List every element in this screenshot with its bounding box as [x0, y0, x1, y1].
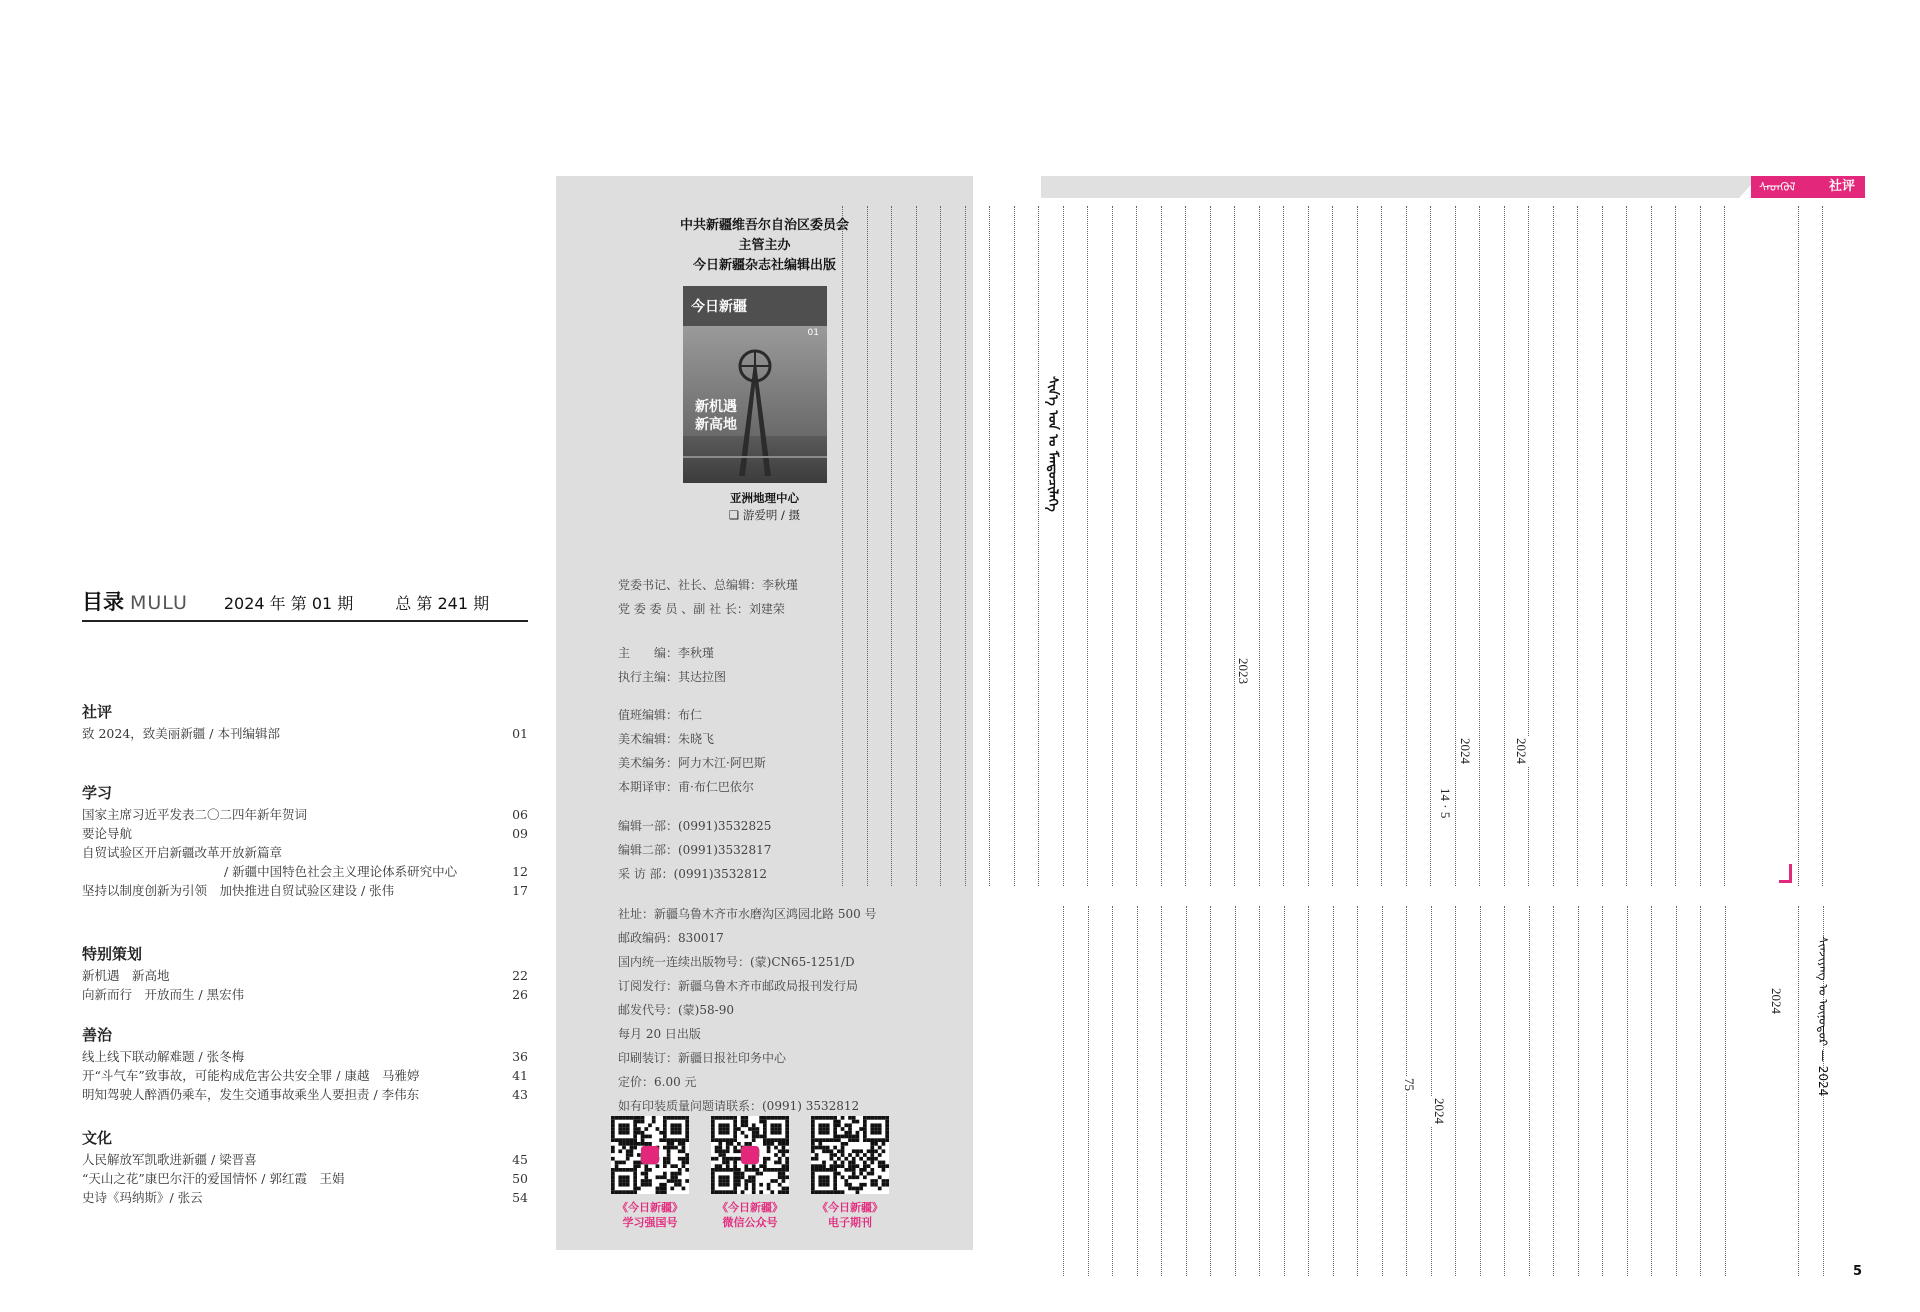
- text-column: [1112, 906, 1116, 1276]
- entry-page: 26: [512, 987, 528, 1002]
- staff-line: 执行主编：其达拉图: [618, 670, 727, 684]
- text-column: [1725, 906, 1729, 1276]
- section-title: 善治: [82, 1026, 113, 1044]
- entry-page: 12: [512, 864, 528, 879]
- text-column: [1602, 206, 1606, 886]
- section-title: 学习: [82, 784, 113, 802]
- entry-title: 人民解放军凯歌进新疆 / 梁晋喜: [82, 1152, 257, 1167]
- entry-title: “天山之花”康巴尔汗的爱国情怀 / 郭红霞 王娟: [82, 1171, 345, 1186]
- cover-photo-credit: ❑ 游爱明 / 摄: [728, 508, 801, 522]
- staff-line: 党 委 委 员 、副 社 长：刘建荣: [618, 602, 785, 616]
- text-column: [1578, 906, 1582, 1276]
- staff-line: 值班编辑：布仁: [618, 708, 703, 722]
- text-column: [1602, 906, 1606, 1276]
- toc-section-special: [82, 942, 528, 1004]
- qr-xuexi[interactable]: [600, 1116, 700, 1230]
- text-column: [1626, 206, 1630, 886]
- text-column: [1480, 906, 1484, 1276]
- staff-editors: [618, 641, 726, 689]
- entry-title: 要论导航: [82, 826, 133, 841]
- toc-header: [82, 586, 528, 618]
- publication-info: [618, 902, 877, 1118]
- year-mark: 2023: [1236, 658, 1251, 684]
- toc-entry[interactable]: [82, 966, 528, 985]
- text-column: [1700, 906, 1704, 1276]
- info-line: 印刷装订：新疆日报社印务中心: [618, 1051, 787, 1065]
- mongolian-tag-glyph: ᠰᠡᠳᠬᠦᠯ: [1759, 180, 1796, 194]
- total-issue-number: 总 第 241 期: [395, 594, 490, 613]
- entry-title: 开“斗气车”致事故，可能构成危害公共安全罪 / 康越 马雅婷: [82, 1068, 420, 1083]
- qr-code-icon: [811, 1116, 889, 1194]
- text-column: [1675, 206, 1679, 886]
- text-column: [1283, 206, 1287, 886]
- toc-entry[interactable]: [82, 1188, 528, 1207]
- qr-code-icon: [611, 1116, 689, 1194]
- text-column: [1357, 206, 1361, 886]
- entry-page: 09: [512, 826, 528, 841]
- text-column: [1137, 906, 1141, 1276]
- qr-wechat[interactable]: [700, 1116, 800, 1230]
- info-line: 定价：6.00 元: [618, 1075, 697, 1089]
- phone-line: 编辑二部：(0991)3532817: [618, 843, 772, 857]
- toc-title: 目录: [82, 590, 124, 614]
- text-column: [1259, 206, 1263, 886]
- staff-line: 党委书记、社长、总编辑：李秋瑾: [618, 578, 799, 592]
- qr-label: 《今日新疆》: [717, 1201, 783, 1214]
- text-column: [1724, 206, 1728, 886]
- text-column: [1430, 206, 1434, 886]
- publisher-block: [556, 216, 973, 276]
- section-title: 社评: [82, 703, 113, 721]
- text-column: [1210, 206, 1214, 886]
- publisher-line: 今日新疆杂志社编辑出版: [692, 258, 836, 273]
- year-mark: 2024: [1514, 738, 1529, 764]
- text-column: [1357, 906, 1361, 1276]
- cover-issue-number: 01: [807, 328, 819, 338]
- toc-entry[interactable]: [82, 881, 528, 900]
- table-of-contents: [82, 586, 528, 1205]
- text-column: [891, 206, 895, 886]
- text-column: [1284, 906, 1288, 1276]
- text-column: [989, 206, 993, 886]
- toc-entry[interactable]: [82, 805, 528, 824]
- cover-image[interactable]: [683, 286, 827, 483]
- text-column: [1063, 206, 1067, 886]
- cover-headline: [695, 398, 737, 434]
- entry-page: 41: [512, 1068, 528, 1083]
- text-column: [1406, 206, 1410, 886]
- qr-label: 学习强国号: [622, 1216, 678, 1229]
- info-line: 国内统一连续出版物号：(蒙)CN65-1251/D: [618, 955, 855, 969]
- text-column: [916, 206, 920, 886]
- qr-label: 《今日新疆》: [617, 1201, 683, 1214]
- text-column: [1185, 206, 1189, 886]
- toc-section-governance: [82, 1023, 528, 1104]
- contact-phones: [618, 814, 771, 886]
- text-column: [1014, 206, 1018, 886]
- issue-number: 2024 年 第 01 期: [223, 594, 354, 613]
- info-line: 每月 20 日出版: [618, 1027, 701, 1041]
- entry-title: 史诗《玛纳斯》/ 张云: [82, 1190, 203, 1205]
- entry-page: 06: [512, 807, 528, 822]
- mongolian-editorial-page: [1041, 176, 1856, 1296]
- entry-title: 自贸试验区开启新疆改革开放新篇章: [82, 845, 283, 860]
- text-column: [1553, 906, 1557, 1276]
- header-bar: [1041, 176, 1739, 198]
- entry-page: 45: [512, 1152, 528, 1167]
- toc-entry[interactable]: [82, 1085, 528, 1104]
- entry-title: 国家主席习近平发表二〇二四年新年贺词: [82, 807, 308, 822]
- toc-entry[interactable]: [82, 1047, 528, 1066]
- text-column: [1161, 206, 1165, 886]
- year-mark: 2024: [1769, 988, 1784, 1014]
- toc-entry[interactable]: [82, 1066, 528, 1085]
- entry-title: 向新而行 开放而生 / 黑宏伟: [82, 987, 245, 1002]
- text-column: [1210, 906, 1214, 1276]
- text-column: [1651, 906, 1655, 1276]
- year-mark: 2024: [1432, 1098, 1447, 1124]
- toc-divider: [82, 620, 528, 622]
- text-column: [1700, 206, 1704, 886]
- text-column: [1676, 906, 1680, 1276]
- text-column: [842, 206, 846, 886]
- toc-entry-continuation[interactable]: [82, 862, 528, 881]
- entry-title: / 新疆中国特色社会主义理论体系研究中心: [224, 864, 458, 879]
- info-line: 订阅发行：新疆乌鲁木齐市邮政局报刊发行局: [618, 979, 859, 993]
- section-tag: [1751, 176, 1865, 198]
- publisher-line: 主管主办: [738, 238, 791, 253]
- text-column: [1382, 906, 1386, 1276]
- text-column: [867, 206, 871, 886]
- text-column: [1798, 906, 1802, 1276]
- text-column: [1235, 906, 1239, 1276]
- text-column: [940, 206, 944, 886]
- qr-ejournal[interactable]: [800, 1116, 900, 1230]
- entry-page: 43: [512, 1087, 528, 1102]
- text-column: [1455, 206, 1459, 886]
- qr-code-icon: [711, 1116, 789, 1194]
- text-column: [1038, 206, 1042, 886]
- phone-line: 采 访 部：(0991)3532812: [618, 867, 767, 881]
- masthead-panel: [556, 176, 973, 1250]
- page-number: 5: [1853, 1264, 1863, 1279]
- text-column: [1112, 206, 1116, 886]
- subtitle: ᠰᠢᠨ᠎ᠡ ᠣᠨ ᠤ ᠮᠡᠨᠳᠦᠴᠢᠯᠡᠭᠡ: [1045, 376, 1060, 512]
- text-column: [1308, 906, 1312, 1276]
- entry-title: 新机遇 新高地: [82, 968, 170, 983]
- plan-number: 14 · 5: [1438, 788, 1453, 819]
- text-column: [1087, 206, 1091, 886]
- drop-mark: [1779, 864, 1792, 883]
- info-line: 如有印装质量问题请联系：(0991) 3532812: [618, 1099, 860, 1113]
- text-column: [1822, 206, 1826, 886]
- cover-title: 今日新疆: [691, 299, 747, 315]
- text-column: [965, 206, 969, 886]
- entry-title: 坚持以制度创新为引领 加快推进自贸试验区建设 / 张伟: [82, 883, 395, 898]
- info-line: 邮政编码：830017: [618, 931, 724, 945]
- text-column: [1333, 906, 1337, 1276]
- toc-title-en: MULU: [130, 592, 188, 614]
- toc-section-study: [82, 781, 528, 900]
- entry-page: 50: [512, 1171, 528, 1186]
- text-column: [1479, 206, 1483, 886]
- toc-entry[interactable]: [82, 824, 528, 843]
- text-column: [1577, 206, 1581, 886]
- text-column: [1136, 206, 1140, 886]
- text-column: [1186, 906, 1190, 1276]
- staff-line: 本期译审：甫·布仁巴依尔: [618, 780, 754, 794]
- year-mark: 2024: [1458, 738, 1473, 764]
- text-column: [1455, 906, 1459, 1276]
- toc-entry[interactable]: [82, 1150, 528, 1169]
- text-column: [1528, 206, 1532, 886]
- entry-title: 线上线下联动解难题 / 张冬梅: [82, 1049, 245, 1064]
- staff-line: 美术编辑：朱晓飞: [618, 732, 715, 746]
- qr-label: 《今日新疆》: [817, 1201, 883, 1214]
- publisher-line: 中共新疆维吾尔自治区委员会: [679, 218, 849, 233]
- text-column: [1504, 906, 1508, 1276]
- text-column: [1088, 906, 1092, 1276]
- toc-entry[interactable]: [82, 724, 528, 743]
- text-column: [1627, 906, 1631, 1276]
- qr-label: 电子期刊: [828, 1216, 872, 1229]
- toc-section-editorial: [82, 700, 528, 743]
- text-column: [1161, 906, 1165, 1276]
- info-line: 社址：新疆乌鲁木齐市水磨沟区鸿园北路 500 号: [618, 907, 877, 921]
- text-column: [1332, 206, 1336, 886]
- toc-entry[interactable]: [82, 843, 528, 862]
- qr-label: 微信公众号: [722, 1216, 778, 1229]
- text-column: [1259, 906, 1263, 1276]
- text-column: [1063, 906, 1067, 1276]
- text-column: [1651, 206, 1655, 886]
- cover-headline-line: 新高地: [695, 417, 737, 433]
- text-column: [1504, 206, 1508, 886]
- text-column: [1381, 206, 1385, 886]
- entry-title: 明知驾驶人醉酒仍乘车，发生交通事故乘坐人要担责 / 李伟东: [82, 1087, 420, 1102]
- text-column: [1798, 206, 1802, 886]
- entry-page: 36: [512, 1049, 528, 1064]
- staff-leadership: [618, 573, 798, 621]
- staff-line: 主 编：李秋瑾: [618, 646, 715, 660]
- entry-page: 01: [512, 726, 528, 741]
- text-column: [1234, 206, 1238, 886]
- info-line: 邮发代号：(蒙)58-90: [618, 1003, 734, 1017]
- entry-page: 54: [512, 1190, 528, 1205]
- text-column: [1431, 906, 1435, 1276]
- toc-entry[interactable]: [82, 985, 528, 1004]
- anniversary-number: 75: [1402, 1078, 1417, 1091]
- article-title: ᠰᠢᠨᠵᠢᠶᠠᠩ ᠤ ᠥᠨᠥᠳᠥᠷ — 2024: [1816, 936, 1830, 1097]
- text-column: [1308, 206, 1312, 886]
- text-column: [1529, 906, 1533, 1276]
- staff-issue-team: [618, 703, 766, 799]
- entry-page: 22: [512, 968, 528, 983]
- section-tag-label: 社评: [1828, 179, 1855, 194]
- entry-title: 致 2024，致美丽新疆 / 本刊编辑部: [82, 726, 280, 741]
- phone-line: 编辑一部：(0991)3532825: [618, 819, 772, 833]
- cover-caption-title: 亚洲地理中心: [730, 491, 799, 505]
- section-title: 特别策划: [82, 945, 143, 963]
- toc-section-culture: [82, 1126, 528, 1207]
- entry-page: 17: [512, 883, 528, 898]
- text-column: [1553, 206, 1557, 886]
- cover-headline-line: 新机遇: [695, 399, 737, 415]
- toc-entry[interactable]: [82, 1169, 528, 1188]
- section-title: 文化: [82, 1129, 113, 1147]
- staff-line: 美术编务：阿力木江·阿巴斯: [618, 756, 766, 770]
- cover-caption: [556, 490, 973, 524]
